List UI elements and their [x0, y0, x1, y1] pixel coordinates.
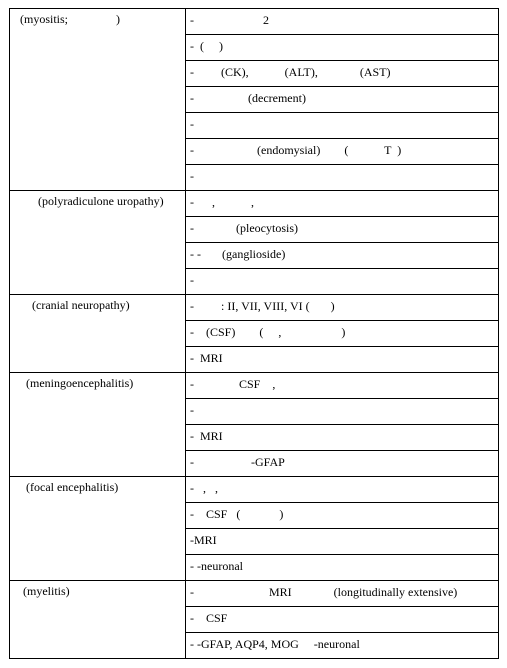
detail-text: - MRI [190, 429, 223, 443]
category-label: (myositis; ) [14, 12, 121, 26]
detail-cell [186, 9, 499, 35]
detail-cell [186, 347, 499, 373]
category-cell [10, 295, 186, 373]
detail-cell [186, 295, 499, 321]
detail-text: - , , [190, 481, 218, 495]
detail-text: - 2 [190, 13, 269, 27]
detail-text: - CSF [190, 611, 228, 625]
detail-text: - (pleocytosis) [190, 221, 298, 235]
table-row [10, 373, 499, 399]
detail-cell [186, 269, 499, 295]
category-cell [10, 9, 186, 191]
detail-text: - [190, 169, 194, 183]
detail-cell [186, 555, 499, 581]
detail-cell [186, 87, 499, 113]
detail-cell [186, 633, 499, 659]
detail-cell [186, 503, 499, 529]
table-row [10, 9, 499, 35]
category-label: (polyradiculone uropathy) [14, 194, 164, 208]
detail-text: - (CK), (ALT), (AST) [190, 65, 391, 79]
detail-cell [186, 139, 499, 165]
detail-text: - -GFAP, AQP4, MOG -neuronal [190, 637, 360, 651]
category-cell [10, 477, 186, 581]
category-label: (meningoencephalitis) [14, 376, 134, 390]
detail-cell [186, 113, 499, 139]
detail-text: -MRI [190, 533, 217, 547]
category-cell [10, 373, 186, 477]
category-label: (cranial neuropathy) [14, 298, 130, 312]
detail-text: - : II, VII, VIII, VI ( ) [190, 299, 335, 313]
detail-cell [186, 451, 499, 477]
detail-text: - (CSF) ( , ) [190, 325, 346, 339]
detail-text: - CSF ( ) [190, 507, 284, 521]
detail-cell [186, 425, 499, 451]
detail-cell [186, 243, 499, 269]
detail-text: - [190, 273, 194, 287]
detail-cell [186, 529, 499, 555]
detail-cell [186, 373, 499, 399]
table-row [10, 477, 499, 503]
table-row [10, 295, 499, 321]
detail-cell [186, 581, 499, 607]
detail-cell [186, 607, 499, 633]
detail-text: - [190, 403, 194, 417]
detail-cell [186, 191, 499, 217]
detail-cell [186, 165, 499, 191]
detail-text: - MRI (longitudinally extensive) [190, 585, 458, 599]
detail-cell [186, 477, 499, 503]
detail-text: - -neuronal [190, 559, 243, 573]
detail-text: - [190, 117, 194, 131]
detail-text: - - (ganglioside) [190, 247, 286, 261]
detail-text: - -GFAP [190, 455, 285, 469]
category-label: (myelitis) [14, 584, 70, 598]
detail-cell [186, 61, 499, 87]
category-cell [10, 191, 186, 295]
category-label: (focal encephalitis) [14, 480, 119, 494]
detail-text: - MRI [190, 351, 223, 365]
detail-text: - (endomysial) ( T ) [190, 143, 402, 157]
detail-cell [186, 35, 499, 61]
detail-cell [186, 321, 499, 347]
detail-text: - ( ) [190, 39, 223, 53]
detail-text: - , , [190, 195, 254, 209]
detail-text: - (decrement) [190, 91, 306, 105]
detail-cell [186, 399, 499, 425]
category-cell [10, 581, 186, 659]
detail-cell [186, 217, 499, 243]
irae-table [9, 8, 499, 659]
detail-text: - CSF , [190, 377, 276, 391]
table-row [10, 191, 499, 217]
table-row [10, 581, 499, 607]
